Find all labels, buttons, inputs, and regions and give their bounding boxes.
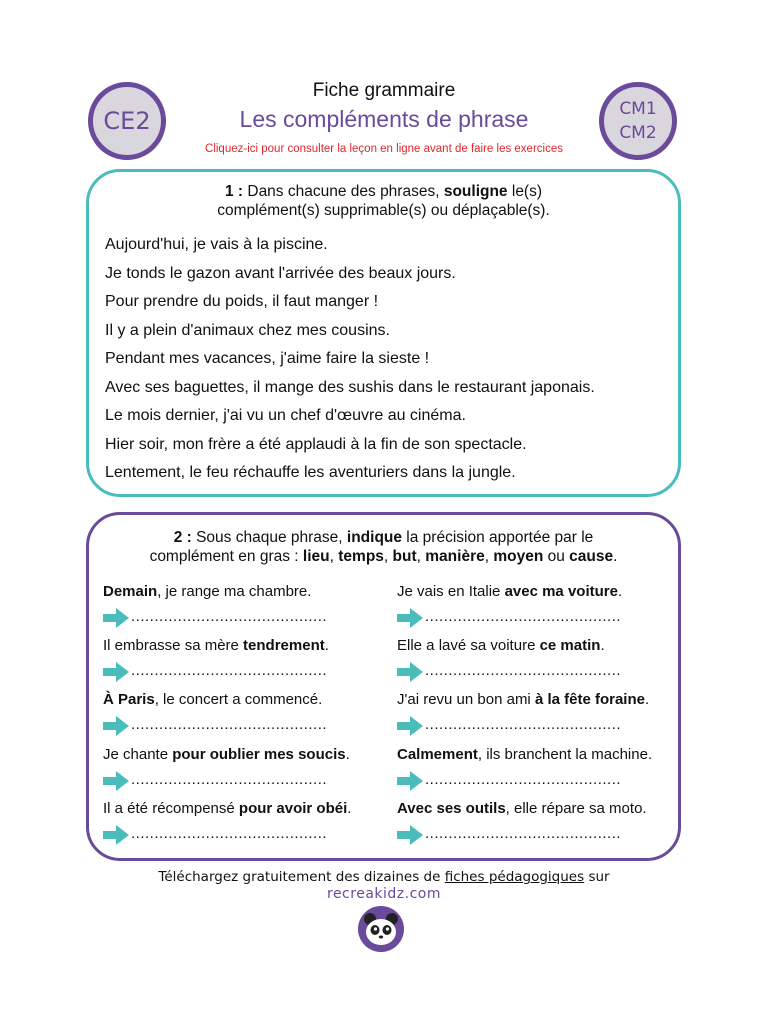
sentence: Avec ses baguettes, il mange des sushis dans le restaurant japonais. bbox=[105, 379, 595, 396]
exercise-item bbox=[397, 746, 687, 798]
right-arrow-icon bbox=[103, 608, 129, 628]
answer-line[interactable] bbox=[397, 606, 667, 630]
sentence-complement: À Paris bbox=[103, 691, 155, 708]
right-arrow-icon bbox=[397, 608, 423, 628]
answer-dots: .......................................... bbox=[425, 608, 622, 625]
answer-dots: .......................................... bbox=[131, 608, 328, 625]
sentence-complement: pour avoir obéi bbox=[238, 800, 348, 817]
separator: , bbox=[484, 548, 494, 565]
instr-text: le(s) bbox=[507, 183, 543, 200]
sentence: Le mois dernier, j'ai vu un chef d'œuvre au cinéma. bbox=[105, 407, 466, 424]
sentence-post: . bbox=[617, 583, 623, 600]
exercise-item bbox=[103, 637, 393, 689]
answer-dots: .......................................... bbox=[425, 716, 622, 733]
panda-logo-icon bbox=[357, 905, 405, 953]
separator: , bbox=[416, 548, 426, 565]
exercise-number: 2 : bbox=[173, 529, 192, 546]
instr-keyword: indique bbox=[346, 529, 402, 546]
sentence-complement: tendrement bbox=[243, 637, 325, 654]
sentence-post: . bbox=[600, 637, 605, 654]
category-moyen: moyen bbox=[493, 548, 544, 565]
answer-dots: .......................................... bbox=[131, 771, 328, 788]
answer-line[interactable] bbox=[397, 823, 667, 847]
instr-text: complément en gras : bbox=[149, 548, 303, 565]
sentence-pre: J'ai revu un bon ami bbox=[397, 691, 535, 708]
answer-line[interactable] bbox=[397, 714, 667, 738]
exercise-item bbox=[103, 583, 393, 635]
separator: , bbox=[329, 548, 339, 565]
footer-link[interactable]: fiches pédagogiques bbox=[444, 869, 585, 885]
instr-text: la précision apportée par le bbox=[402, 529, 594, 546]
page-supertitle: Fiche grammaire bbox=[312, 80, 456, 101]
exercise-sentence bbox=[103, 691, 322, 708]
answer-line[interactable] bbox=[103, 660, 373, 684]
sentence-pre: Je vais en Italie bbox=[397, 583, 505, 600]
exercise-sentence bbox=[103, 583, 311, 600]
exercise-sentence bbox=[397, 691, 649, 708]
level-badge-label: CE2 bbox=[103, 107, 151, 135]
answer-dots: .......................................... bbox=[425, 825, 622, 842]
answer-dots: .......................................... bbox=[425, 771, 622, 788]
exercise-item bbox=[103, 800, 393, 852]
sentence: Il y a plein d'animaux chez mes cousins. bbox=[105, 322, 390, 339]
right-arrow-icon bbox=[397, 825, 423, 845]
sentence-pre: Je chante bbox=[103, 746, 173, 763]
exercise-sentence bbox=[397, 800, 647, 817]
answer-line[interactable] bbox=[397, 660, 667, 684]
sentence-post: , ils branchent la machine. bbox=[477, 746, 653, 763]
page-title: Les compléments de phrase bbox=[239, 106, 529, 132]
right-arrow-icon bbox=[397, 716, 423, 736]
exercise-sentence bbox=[103, 800, 351, 817]
right-arrow-icon bbox=[103, 825, 129, 845]
sentence-post: . bbox=[347, 800, 352, 817]
exercise-item bbox=[397, 800, 687, 852]
sentence-pre: Il embrasse sa mère bbox=[103, 637, 244, 654]
footer-text-b: sur bbox=[584, 869, 610, 885]
sentence: Aujourd'hui, je vais à la piscine. bbox=[105, 236, 328, 253]
sentence-complement: Demain bbox=[103, 583, 158, 600]
sentence-post: , elle répare sa moto. bbox=[505, 800, 647, 817]
sentence-post: . bbox=[345, 746, 350, 763]
right-arrow-icon bbox=[103, 716, 129, 736]
answer-dots: .......................................... bbox=[131, 716, 328, 733]
exercise-item bbox=[397, 637, 687, 689]
sentence-complement: à la fête foraine bbox=[534, 691, 645, 708]
exercise-2-instructions bbox=[89, 528, 678, 566]
exercise-sentence bbox=[397, 583, 622, 600]
separator: . bbox=[613, 548, 618, 565]
lesson-link[interactable]: Cliquez-ici pour consulter la leçon en ligne avant de faire les exercices bbox=[205, 143, 563, 155]
answer-dots: .......................................... bbox=[131, 825, 328, 842]
category-but: but bbox=[392, 548, 417, 565]
instr-text: Sous chaque phrase, bbox=[191, 529, 347, 546]
category-lieu: lieu bbox=[302, 548, 330, 565]
sentence-pre: Il a été récompensé bbox=[103, 800, 239, 817]
level-badge-label-cm2: CM2 bbox=[619, 123, 657, 143]
instr-keyword: souligne bbox=[443, 183, 508, 200]
right-arrow-icon bbox=[103, 662, 129, 682]
sentence-post: . bbox=[324, 637, 329, 654]
sentence-post: . bbox=[644, 691, 650, 708]
exercise-item bbox=[397, 691, 687, 743]
exercise-number: 1 : bbox=[224, 183, 244, 200]
sentence-post: , je range ma chambre. bbox=[157, 583, 312, 600]
exercise-sentence bbox=[397, 637, 605, 654]
answer-line[interactable] bbox=[103, 606, 373, 630]
exercise-1-instructions bbox=[89, 182, 678, 220]
site-link[interactable]: recreakidz.com bbox=[327, 886, 441, 902]
sentence: Je tonds le gazon avant l'arrivée des beaux jours. bbox=[105, 265, 456, 282]
sentence-complement: pour oublier mes soucis bbox=[172, 746, 346, 763]
category-maniere: manière bbox=[425, 548, 485, 565]
exercise-sentence bbox=[103, 746, 350, 763]
answer-line[interactable] bbox=[103, 823, 373, 847]
instr-text: Dans chacune des phrases, bbox=[243, 183, 444, 200]
answer-line[interactable] bbox=[397, 769, 667, 793]
sentence-complement: Avec ses outils bbox=[397, 800, 506, 817]
exercise-sentence bbox=[103, 637, 329, 654]
exercise-item bbox=[397, 583, 687, 635]
sentence: Lentement, le feu réchauffe les aventuriers dans la jungle. bbox=[105, 464, 516, 481]
separator: ou bbox=[543, 548, 570, 565]
category-cause: cause bbox=[569, 548, 614, 565]
footer-text bbox=[0, 869, 768, 885]
sentence: Pour prendre du poids, il faut manger ! bbox=[105, 293, 379, 310]
exercise-item bbox=[103, 691, 393, 743]
sentence: Pendant mes vacances, j'aime faire la sieste ! bbox=[105, 350, 430, 367]
sentence-complement: Calmement bbox=[397, 746, 478, 763]
separator: , bbox=[383, 548, 393, 565]
answer-line[interactable] bbox=[103, 769, 373, 793]
sentence-complement: ce matin bbox=[539, 637, 601, 654]
level-badge-label-cm1: CM1 bbox=[619, 99, 657, 119]
exercise-2-box bbox=[86, 512, 681, 861]
exercise-item bbox=[103, 746, 393, 798]
answer-dots: .......................................... bbox=[425, 662, 622, 679]
instr-text: complément(s) supprimable(s) ou déplaçable(s). bbox=[217, 202, 550, 219]
sentence-pre: Elle a lavé sa voiture bbox=[397, 637, 540, 654]
category-temps: temps bbox=[338, 548, 384, 565]
sentence-complement: avec ma voiture bbox=[504, 583, 618, 600]
right-arrow-icon bbox=[103, 771, 129, 791]
sentence-post: , le concert a commencé. bbox=[154, 691, 323, 708]
sentence: Hier soir, mon frère a été applaudi à la fin de son spectacle. bbox=[105, 436, 527, 453]
exercise-1-box bbox=[86, 169, 681, 497]
exercise-sentence bbox=[397, 746, 652, 763]
right-arrow-icon bbox=[397, 771, 423, 791]
answer-dots: .......................................... bbox=[131, 662, 328, 679]
footer-text-a: Téléchargez gratuitement des dizaines de bbox=[158, 869, 445, 885]
answer-line[interactable] bbox=[103, 714, 373, 738]
right-arrow-icon bbox=[397, 662, 423, 682]
